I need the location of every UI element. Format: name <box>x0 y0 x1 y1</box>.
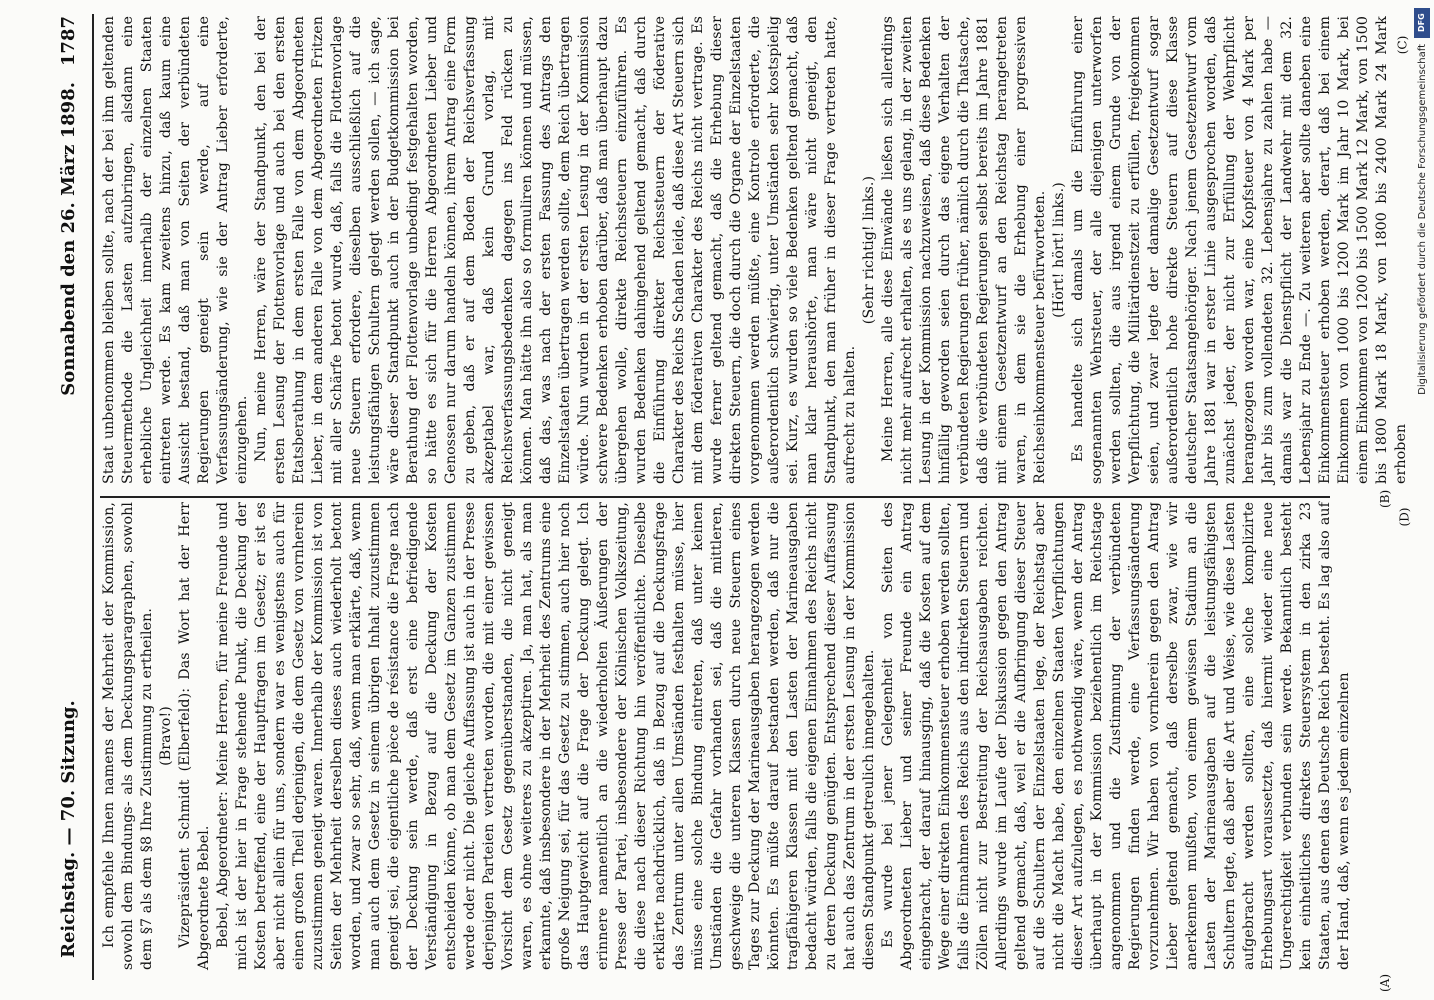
paragraph: Meine Herren, alle diese Einwände ließen sich allerdings nicht mehr aufrecht erhalten, als es uns gelang, in der zweiten Lesung in der Kommission nachzuweisen, daß diese Bedenken hinfällig geworden seien durch das eigene Verhalten der verbündeten Regierungen früher, nämlich durch die Thatsache, daß die verbündeten Regierungen selbst bereits im Jahre 1881 mit einem Gesetzentwurf an den Reichstag herangetreten waren, in dem sie die Erhebung einer progressiven Reichseinkommensteuer befürworteten. <box>880 16 1048 484</box>
paragraph: Bebel, Abgeordneter: Meine Herren, für meine Freunde und mich ist der hier in Frage stehende Punkt, die Deckung der Kosten betreffend, eine der Hauptfragen im Gesetz; er ist es aber nicht allein für uns, sondern war es wenigstens auch für einen großen Theil derjenigen, die dem Gesetz von vornherein zuzustimmen geneigt waren. Innerhalb der Kommission ist von Seiten der Mehrheit derselben dieses auch wiederholt betont worden, und zwar so sehr, daß, wenn man erklärte, daß, wenn man auch dem Gesetz in seinem übrigen Inhalt zuzustimmen geneigt sei, die eigentliche pièce de résistance die Frage nach der Deckung sein werde, daß erst eine befriedigende Verständigung in Bezug auf die Deckung der Kosten entscheiden könne, ob man dem Gesetz im Ganzen zustimmen werde oder nicht. Die gleiche Auffassung ist auch in der Presse derjenigen Parteien vertreten worden, die mit einer gewissen Vorsicht dem Gesetz gegenüberstanden, die nicht geneigt waren, es ohne weiteres zu akzeptiren. Ja, man hat, als man erkannte, daß insbesondere in der Mehrheit des Zentrums eine große Neigung sei, für das Gesetz zu stimmen, auch hier noch das Hauptgewicht auf die Frage der Deckung gelegt. Ich erinnere namentlich an die wiederholten Äußerungen der Presse der Partei, insbesondere der Kölnischen Volkszeitung, die diese nach dieser Richtung hin veröffentlichte. Dieselbe erklärte nachdrücklich, daß in Bezug auf die Deckungsfrage das Zentrum unter allen Umständen festhalten müsse, hier müsse eine solche Bindung eintreten, daß unter keinen Umständen die Gefahr vorhanden sei, daß die mittleren, geschweige die unteren Klassen durch neue Steuern eines Tages zur Deckung der Marineausgaben herangezogen werden könnten. Es müßte darauf bestanden werden, daß nur die tragfähigeren Klassen mit den Lasten der Marineausgaben bedacht würden, falls die eigenen Einnahmen des Reichs nicht zu deren Deckung genügten. Entsprechend dieser Auffassung hat auch das Zentrum in der ersten Lesung in der Kommission diesen Standpunkt getreulich innegehalten. <box>215 502 877 970</box>
paragraph: Ich empfehle Ihnen namens der Mehrheit der Kommission, sowohl dem Bindungs- als dem Deckungsparagraphen, sowohl dem §7 als dem §8 Ihre Zustimmung zu ertheilen. <box>101 502 155 970</box>
page-number: 1787 <box>58 16 79 67</box>
margin-marker-c-visible: (C) <box>1395 35 1410 55</box>
header-date: Sonnabend den 26. März 1898. <box>58 82 79 396</box>
header-rule <box>92 14 94 980</box>
interjection: (Bravo!) <box>158 706 174 766</box>
interjection: (Hört! hört! links.) <box>1051 182 1067 318</box>
paragraph: Es handelte sich damals um die Einführung einer sogenannten Wehrsteuer, der alle diejenigen unterworfen werden sollten, die aus irgend einem Grunde von der Verpflichtung, die Militärdienstzeit zu erfüllen, freigekommen seien, und zwar legte der damalige Gesetzentwurf sogar außerordentlich hohe direkte Steuern auf diese Klasse deutscher Staatsangehöriger. Nach jenem Gesetzentwurf vom Jahre 1881 war in erster Linie ausgesprochen worden, daß zunächst jeder, der nicht zur Erfüllung der Wehrpflicht herangezogen worden war, eine Kopfsteuer von 4 Mark per Jahr bis zum vollendeten 32. Lebensjahre zu zahlen habe — damals war die Dienstpflicht der Landwehr mit dem 32. Lebensjahr zu Ende —. Zu weiteren aber sollte daneben eine Einkommensteuer erhoben werden, derart, daß bei einem Einkommen von 1000 bis 1200 Mark im Jahr 10 Mark, bei einem Einkommen von 1200 bis 1500 Mark 12 Mark, von 1500 bis 1800 Mark 18 Mark, von 1800 bis 2400 Mark 24 Mark erhoben <box>1070 16 1409 484</box>
margin-marker-a: (A) <box>1378 973 1392 992</box>
paragraph: Vizepräsident Schmidt (Elberfeld): Das Wort hat der Herr Abgeordnete Bebel. <box>177 502 212 970</box>
paragraph: Nun, meine Herren, wäre der Standpunkt, den bei der ersten Lesung der Flottenvorlage und auch bei den ersten Etatsberathung in dem ersten Falle von dem Abgeordneten Lieber, in dem anderen Falle von dem Abgeordneten Fritzen mit aller Schärfe betont wurde, daß, falls die Flottenvorlage neue Steuern erfordere, dieselben ausschließlich auf die leistungsfähigen Schultern gelegt werden sollen, — ich sage, wäre dieser Standpunkt auch in der Budgetkommission bei Berathung der Flottenvorlage unbedingt festgehalten worden, so hätte es sich für die Herren Abgeordneten Lieber und Genossen nur darum handeln können, ihrem Antrag eine Form zu geben, daß er auf dem Boden der Reichsverfassung akzeptabel war, daß kein Grund vorlag, mit Reichsverfassungsbedenken dagegen ins Feld rücken zu können. Man hätte ihn also so formuliren können und müssen, daß das, was nach der ersten Fassung des Antrags den Einzelstaaten übertragen werden sollte, dem Reich übertragen würde. Nun wurden in der ersten Lesung in der Kommission schwere Bedenken erhoben darüber, daß man überhaupt dazu übergehen wolle, direkte Reichssteuern einzuführen. Es wurden Bedenken dahingehend geltend gemacht, daß durch die Einführung direkter Reichssteuern der föderative Charakter des Reichs Schaden leide, daß diese Art Steuern sich mit dem föderativen Charakter des Reichs nicht vertrage. Es wurde ferner geltend gemacht, daß die Erhebung dieser direkten Steuern, die doch durch die Organe der Einzelstaaten vorgenommen werden müßte, eine Kontrole erforderte, die außerordentlich schwierig, unter Umständen sehr kostspielig sei. Kurz, es wurden so viele Bedenken geltend gemacht, daß man klar heraushörte, man wäre nicht geneigt, den Standpunkt, den man früher in dieser Frage vertreten hatte, aufrecht zu halten. <box>253 16 858 484</box>
paragraph: Staat unbenommen bleiben sollte, nach der bei ihm geltenden Steuermethode die Lasten aufzubringen, alsdann eine erhebliche Ungleichheit innerhalb der einzelnen Staaten eintreten werde. Es kam zweitens hinzu, daß kaum eine Aussicht bestand, daß man von Seiten der verbündeten Regierungen geneigt sein werde, auf eine Verfassungsänderung, wie sie der Antrag Lieber erforderte, einzugehen. <box>101 16 250 484</box>
right-column <box>100 16 1409 484</box>
interjection: (Sehr richtig! links.) <box>861 175 877 325</box>
digitization-credit: Digitalisierung gefördert durch die Deutsche Forschungsgemeinschaft <box>1417 44 1428 395</box>
margin-marker-d-visible: (D) <box>1397 507 1412 527</box>
column-divider <box>100 497 1330 499</box>
paragraph: Es wurde bei jener Gelegenheit von Seiten des Abgeordneten Lieber und seiner Freunde ein Antrag eingebracht, der darauf hinausging, daß die Kosten auf dem Wege einer direkten Einkommensteuer erhoben werden sollten, falls die Einnahmen des Reichs aus den indirekten Steuern und Zöllen nicht zur Bestreitung der Reichsausgaben reichten. Allerdings wurde im Laufe der Diskussion gegen den Antrag geltend gemacht, daß, weil er die Aufbringung dieser Steuer auf die Schultern der Einzelstaaten lege, der Reichstag aber nicht die Macht habe, den einzelnen Staaten Verpflichtungen dieser Art aufzulegen, es nothwendig wäre, wenn der Antrag überhaupt in der Kommission beziehentlich im Reichstage angenommen und die Zustimmung der verbündeten Regierungen finden werde, eine Verfassungsänderung vorzunehmen. Wir haben von vornherein gegen den Antrag Lieber geltend gemacht, daß derselbe zwar, wie wir anerkennen mußten, von einem gewissen Stadium an die Lasten der Marineausgaben auf die leistungsfähigsten Schultern legte, daß aber die Art und Weise, wie diese Lasten aufgebracht werden sollten, eine solche komplizirte Erhebungsart voraussetzte, daß hiermit wieder eine neue Ungerechtigkeit verbunden sein werde. Bekanntlich besteht kein einheitliches direktes Steuersystem in den zirka 23 Staaten, aus denen das Deutsche Reich besteht. Es lag also auf der Hand, daß, wenn es jedem einzelnen <box>880 502 1352 970</box>
header-title: Reichstag. — 70. Sitzung. <box>58 700 79 958</box>
page-header <box>58 12 88 988</box>
margin-marker-b: (B) <box>1378 489 1392 508</box>
dfg-logo-icon: DFG <box>1414 8 1430 38</box>
left-column <box>100 502 1352 970</box>
